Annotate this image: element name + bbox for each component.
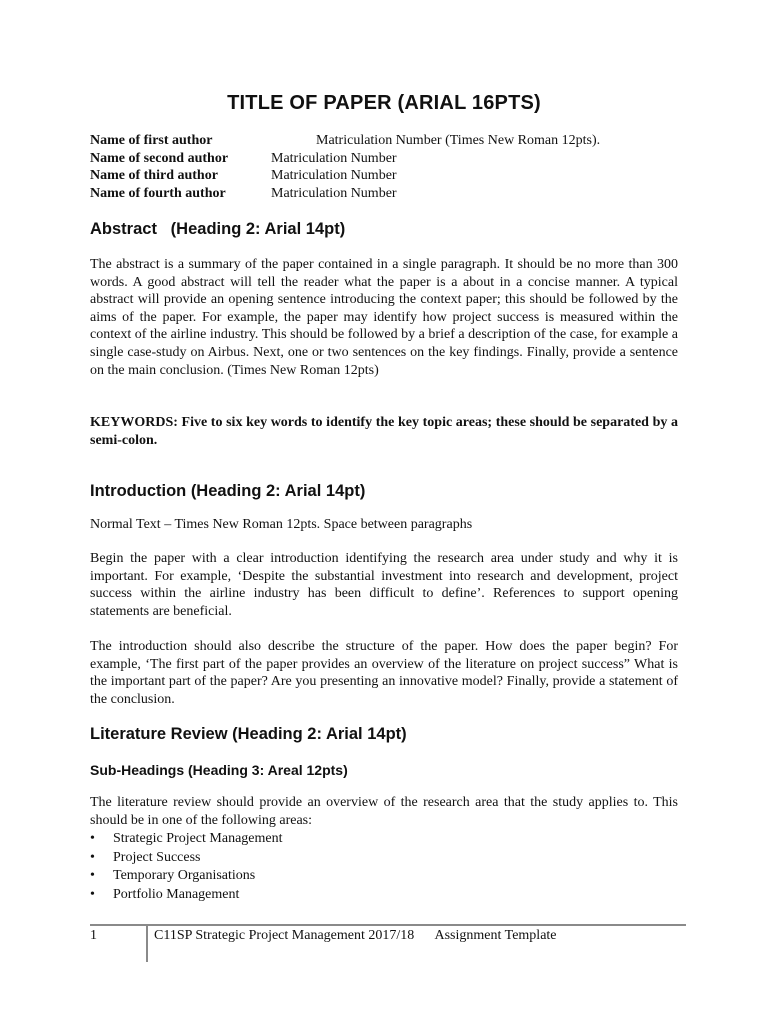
list-item <box>90 886 283 905</box>
matriculation-number: Matriculation Number (Times New Roman 12pts). <box>316 133 601 148</box>
introduction-heading: Introduction (Heading 2: Arial 14pt) <box>90 482 366 500</box>
list-item <box>90 867 283 886</box>
keywords-paragraph: KEYWORDS: Five to six key words to identify the key topic areas; these should be separated by a semi-colon. <box>90 415 678 448</box>
author-name: Name of first author <box>90 133 213 148</box>
author-name: Name of fourth author <box>90 185 226 201</box>
author-row <box>90 185 690 203</box>
paper-title: TITLE OF PAPER (ARIAL 16PTS) <box>227 92 541 114</box>
list-item-label: Temporary Organisations <box>113 868 256 884</box>
list-item-label: Strategic Project Management <box>113 831 283 846</box>
bullet-list <box>90 830 283 905</box>
footer-text: C11SP Strategic Project Management 2017/18 Assignment Template <box>154 928 557 943</box>
footer-divider <box>90 924 686 926</box>
author-list <box>90 132 690 202</box>
introduction-paragraph-2: The introduction should also describe the structure of the paper. How does the paper begin? For example, ‘The first part of the paper provides an overview of the literature on project success” What is the important part of the paper? Are you presenting an innovative model? Finally, provide a statement of the conclusion. <box>90 639 678 707</box>
normal-text-note: Normal Text – Times New Roman 12pts. Space between paragraphs <box>90 517 473 532</box>
list-item <box>90 849 283 868</box>
author-row <box>90 132 690 150</box>
bullet-icon: • <box>90 868 95 884</box>
author-row <box>90 150 690 168</box>
matriculation-number: Matriculation Number <box>271 168 397 183</box>
bullet-icon: • <box>90 887 95 903</box>
author-name: Name of third author <box>90 168 218 183</box>
bullet-icon: • <box>90 831 95 846</box>
matriculation-number: Matriculation Number <box>271 150 397 166</box>
author-name: Name of second author <box>90 150 229 166</box>
literature-paragraph: The literature review should provide an overview of the research area that the study applies to. This should be in one of the following areas: <box>90 795 678 828</box>
list-item-label: Project Success <box>113 849 201 865</box>
matriculation-number: Matriculation Number <box>271 185 397 201</box>
bullet-icon: • <box>90 849 95 865</box>
footer-column-divider <box>146 924 148 962</box>
list-item <box>90 830 283 849</box>
list-item-label: Portfolio Management <box>113 887 240 903</box>
introduction-paragraph-1: Begin the paper with a clear introduction identifying the research area under study and why it is important. For example, ‘Despite the substantial investment into research and development, project success within the airline industry has been difficult to define’. References to support opening statements are beneficial. <box>90 551 678 619</box>
sub-heading: Sub-Headings (Heading 3: Areal 12pts) <box>90 762 348 778</box>
abstract-paragraph: The abstract is a summary of the paper contained in a single paragraph. It should be no more than 300 words. A good abstract will tell the reader what the paper is a about in a concise manner. A typical abstract will provide an opening sentence introducing the context paper; this should be followed by the aims of the paper. For example, the paper may identify how project success is measured within the context of the airline industry. This should be followed by a brief a description of the case, for example a single case-study on Airbus. Next, one or two sentences on the key findings. Finally, provide a sentence on the main conclusion. (Times New Roman 12pts) <box>90 257 678 378</box>
abstract-heading: Abstract (Heading 2: Arial 14pt) <box>90 220 346 238</box>
page-number: 1 <box>90 928 97 943</box>
author-row <box>90 167 690 185</box>
literature-review-heading: Literature Review (Heading 2: Arial 14pt) <box>90 725 407 743</box>
